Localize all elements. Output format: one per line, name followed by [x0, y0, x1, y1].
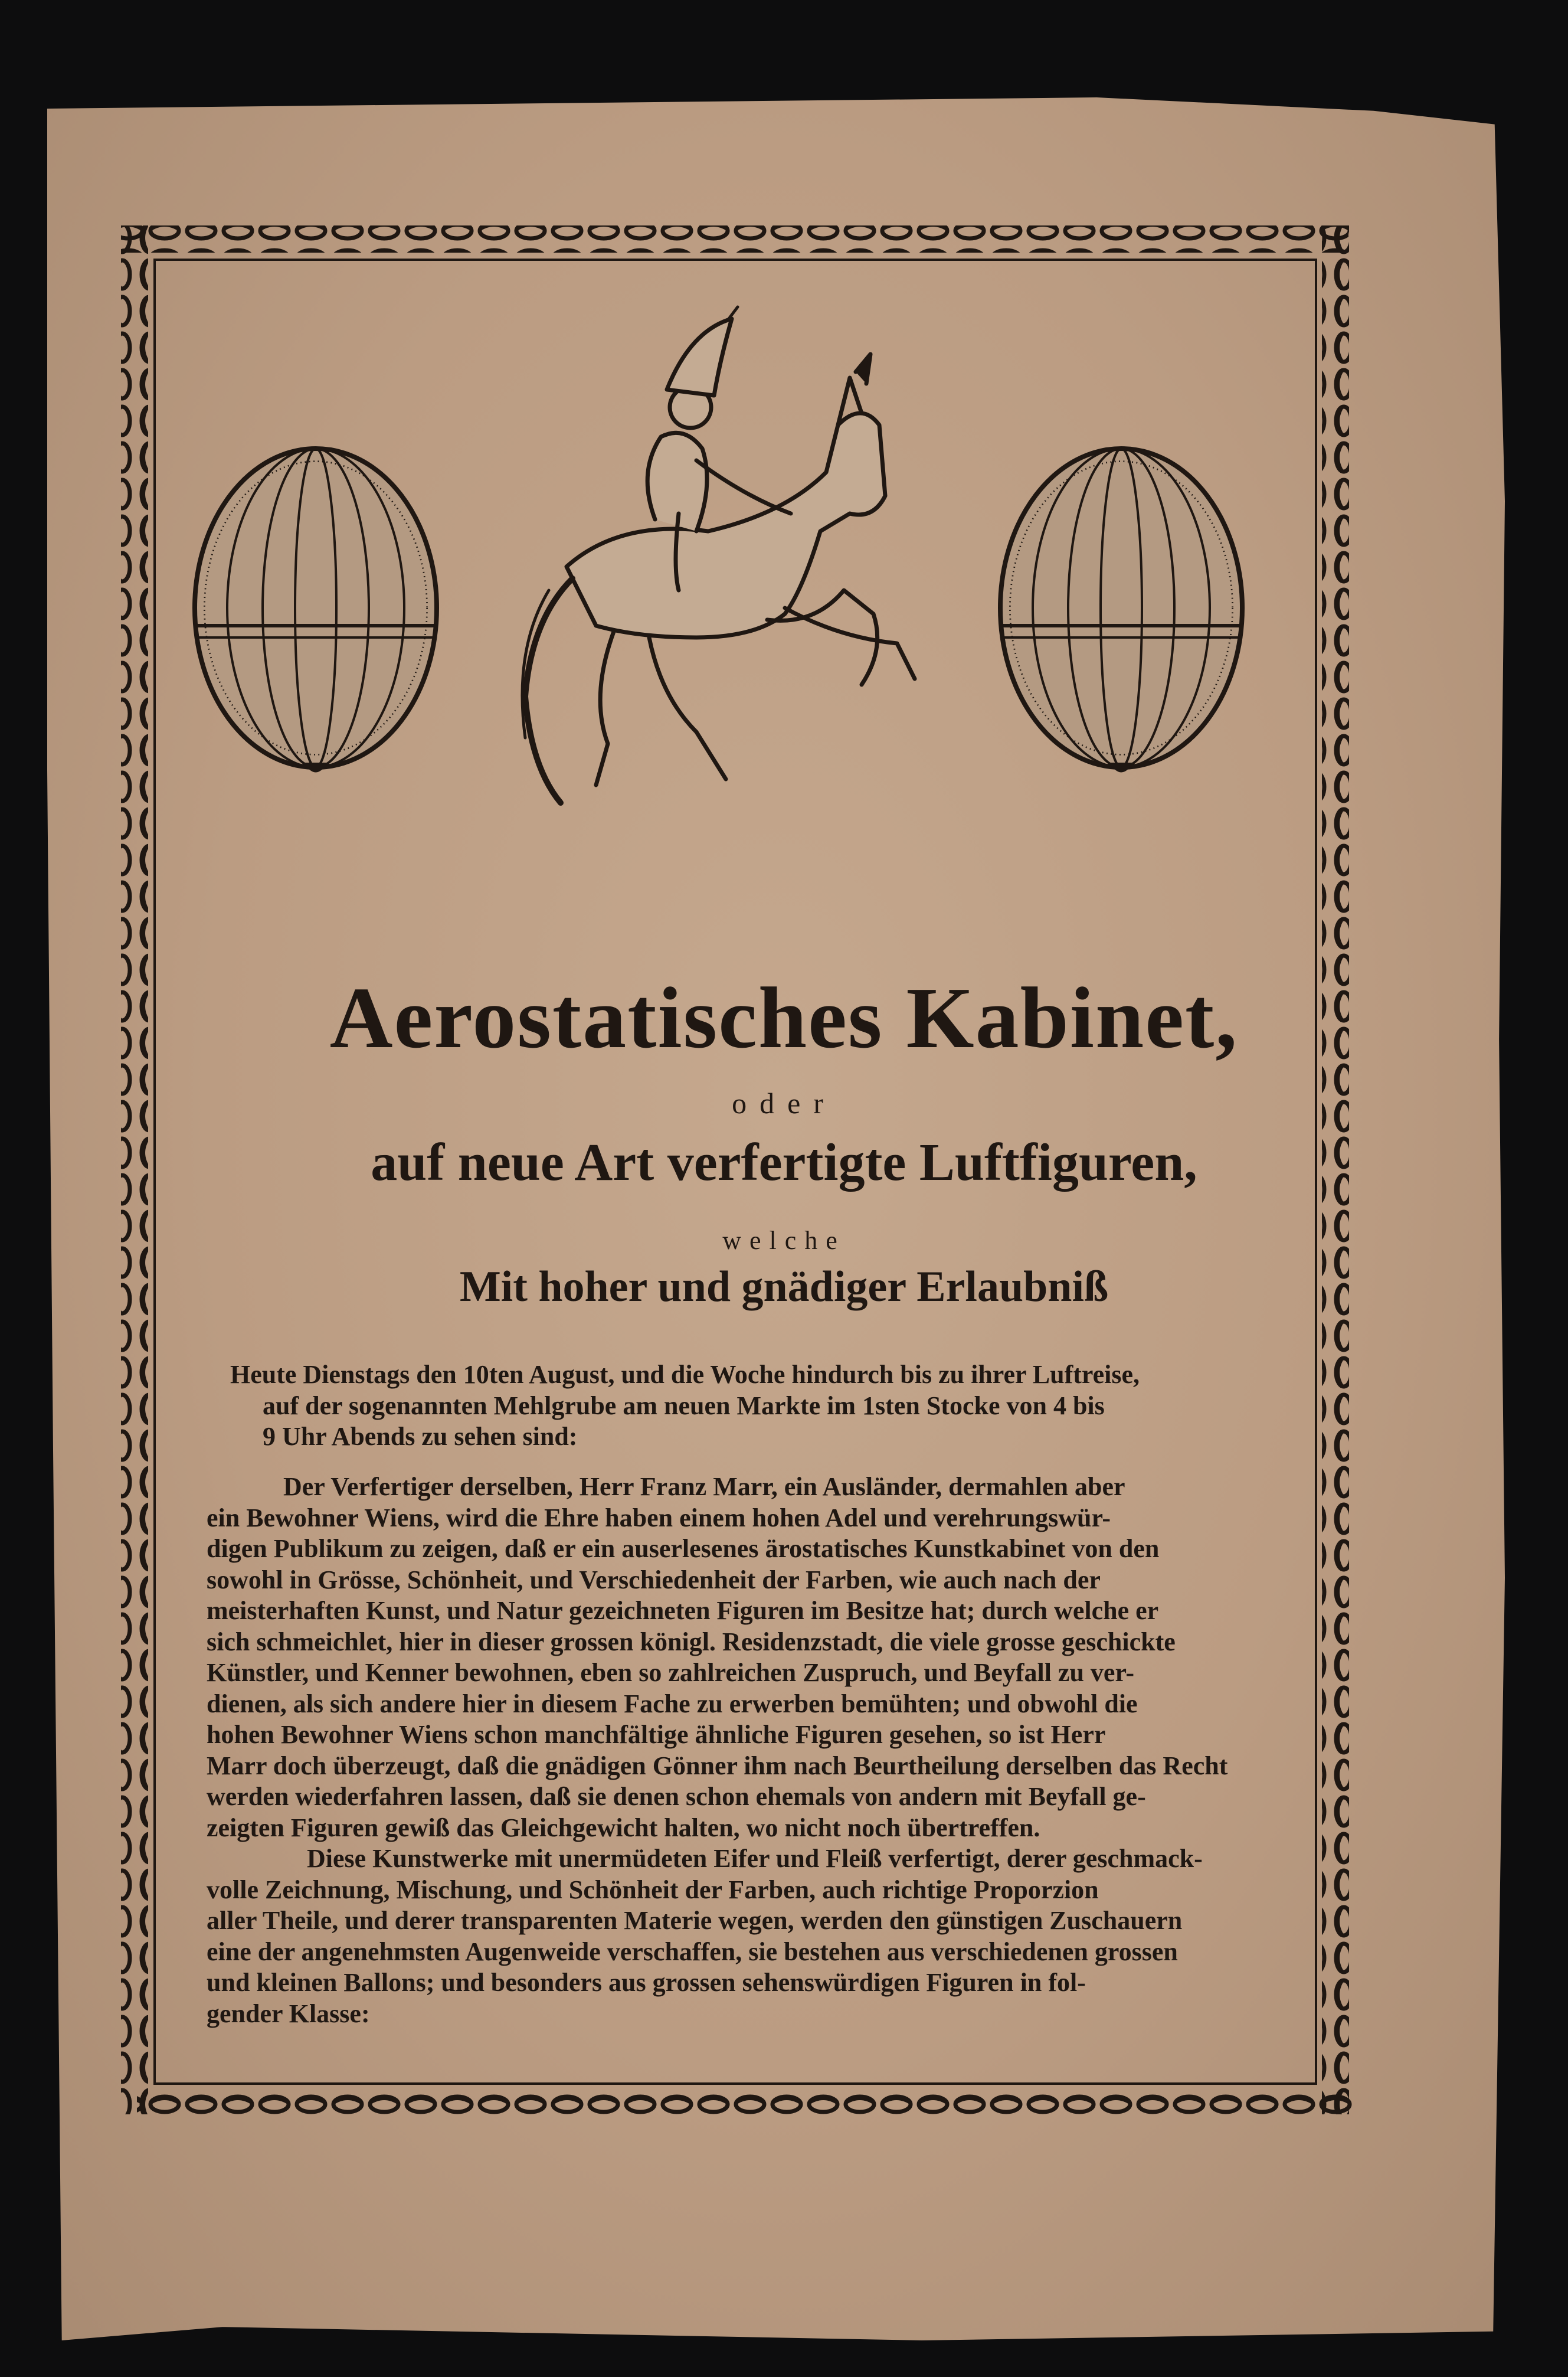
document-title: Aerostatisches Kabinet, [329, 970, 1239, 1067]
permission-line: Mit hoher und gnädiger Erlaubniß [459, 1263, 1109, 1311]
text-line: meisterhaften Kunst, und Natur gezeichneten Figuren im Besitze hat; durch welche er [207, 1596, 1159, 1625]
document-subtitle: auf neue Art verfertigte Luftfiguren, [371, 1133, 1197, 1192]
text-line: 9 Uhr Abends zu sehen sind: [263, 1422, 578, 1451]
text-line: werden wiederfahren lassen, daß sie denen schon ehemals von andern mit Beyfall ge- [207, 1782, 1146, 1811]
text-line: hohen Bewohner Wiens schon manchfältige ähnliche Figuren gesehen, so ist Herr [207, 1720, 1106, 1749]
text-line: Marr doch überzeugt, daß die gnädigen Gönner ihm nach Beurtheilung derselben das Recht [207, 1751, 1228, 1780]
text-line: gender Klasse: [207, 1999, 370, 2028]
connector-welche: welche [722, 1226, 846, 1255]
connector-oder: oder [732, 1087, 836, 1120]
text-line: digen Publikum zu zeigen, daß er ein auserlesenes ärostatisches Kunstkabinet von den [207, 1534, 1160, 1563]
text-line: dienen, als sich andere hier in diesem Fache zu erwerben bemühten; und obwohl die [207, 1689, 1138, 1718]
text-line: auf der sogenannten Mehlgrube am neuen Markte im 1sten Stocke von 4 bis [263, 1391, 1105, 1420]
body-paragraph-1 [207, 1472, 1304, 1843]
text-line: sich schmeichlet, hier in dieser grossen königl. Residenzstadt, die viele grosse geschickte [207, 1627, 1176, 1656]
body-paragraph-2 [207, 1843, 1304, 2029]
text-line: zeigten Figuren gewiß das Gleichgewicht halten, wo nicht noch übertreffen. [207, 1813, 1040, 1842]
text-line: Der Verfertiger derselben, Herr Franz Marr, ein Ausländer, dermahlen aber [283, 1472, 1125, 1501]
intro-paragraph [230, 1359, 1298, 1453]
horse-rider-illustration [522, 307, 915, 803]
text-line: eine der angenehmsten Augenweide verschaffen, sie bestehen aus verschiedenen grossen [207, 1937, 1178, 1966]
text-line: Künstler, und Kenner bewohnen, eben so zahlreichen Zuspruch, und Beyfall zu ver- [207, 1658, 1134, 1687]
text-line: sowohl in Grösse, Schönheit, und Verschiedenheit der Farben, wie auch nach der [207, 1565, 1101, 1594]
text-line: ein Bewohner Wiens, wird die Ehre haben einem hohen Adel und verehrungswür- [207, 1503, 1111, 1532]
text-line: und kleinen Ballons; und besonders aus grossen sehenswürdigen Figuren in fol- [207, 1968, 1086, 1997]
left-balloon-illustration [195, 449, 437, 773]
text-line: aller Theile, und derer transparenten Materie wegen, werden den günstigen Zuschauern [207, 1906, 1183, 1935]
text-line: Diese Kunstwerke mit unermüdeten Eifer und Fleiß verfertigt, derer geschmack- [307, 1844, 1203, 1873]
text-line: Heute Dienstags den 10ten August, und die Woche hindurch bis zu ihrer Luftreise, [230, 1360, 1140, 1389]
text-line: volle Zeichnung, Mischung, und Schönheit der Farben, auch richtige Proporzion [207, 1875, 1099, 1904]
right-balloon-illustration [1000, 449, 1242, 773]
